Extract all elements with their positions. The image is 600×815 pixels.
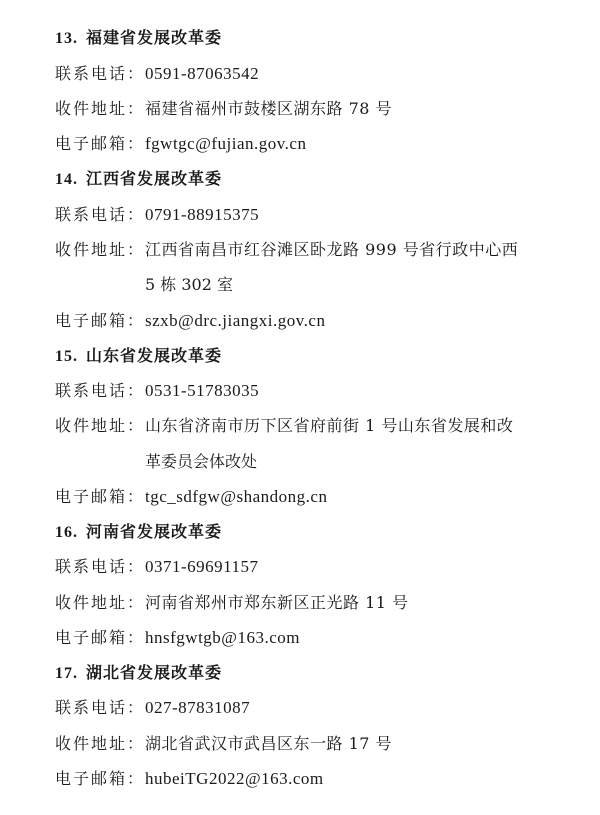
address-row (55, 99, 392, 119)
address-value: 湖北省武汉市武昌区东一路 17 号 (145, 734, 393, 753)
address-continuation: 革委员会体改处 (145, 452, 258, 471)
section-number: 17. (55, 665, 78, 682)
section-number: 15. (55, 348, 78, 365)
email-label: 电子邮箱： (55, 769, 146, 788)
phone-row (55, 557, 259, 577)
email-label: 电子邮箱： (55, 311, 146, 330)
email-value: hubeiTG2022@163.com (145, 769, 324, 788)
address-row (55, 416, 513, 436)
address-value: 福建省福州市鼓楼区湖东路 78 号 (145, 99, 393, 118)
section-heading (55, 346, 222, 367)
email-row (55, 628, 300, 648)
email-value: hnsfgwtgb@163.com (145, 628, 300, 647)
email-row (55, 311, 325, 331)
phone-value: 0531-51783035 (145, 381, 260, 400)
section-number: 16. (55, 524, 78, 541)
phone-row (55, 698, 250, 718)
email-row (55, 134, 306, 154)
phone-row (55, 205, 259, 225)
phone-label: 联系电话： (55, 205, 146, 224)
section-title: 江西省发展改革委 (86, 169, 223, 188)
section-number: 14. (55, 171, 78, 188)
email-label: 电子邮箱： (55, 628, 146, 647)
address-label: 收件地址： (55, 593, 146, 612)
section-title: 湖北省发展改革委 (86, 663, 223, 682)
section-title: 山东省发展改革委 (86, 346, 223, 365)
phone-value: 0371-69691157 (145, 557, 259, 576)
phone-label: 联系电话： (55, 64, 146, 83)
address-row (55, 734, 392, 754)
phone-label: 联系电话： (55, 381, 146, 400)
address-row (55, 593, 409, 613)
email-label: 电子邮箱： (55, 487, 146, 506)
address-label: 收件地址： (55, 99, 146, 118)
phone-value: 027-87831087 (145, 698, 251, 717)
section-number: 13. (55, 30, 78, 47)
email-row (55, 487, 327, 507)
address-continuation: 5 栋 302 室 (145, 275, 233, 294)
address-label: 收件地址： (55, 240, 146, 259)
email-value: szxb@drc.jiangxi.gov.cn (145, 311, 326, 330)
email-row (55, 769, 324, 789)
email-value: fgwtgc@fujian.gov.cn (145, 134, 307, 153)
section-heading (55, 169, 222, 190)
phone-label: 联系电话： (55, 557, 146, 576)
phone-row (55, 64, 259, 84)
address-row (55, 240, 518, 260)
address-value: 江西省南昌市红谷滩区卧龙路 999 号省行政中心西 (145, 240, 519, 259)
email-label: 电子邮箱： (55, 134, 146, 153)
phone-value: 0591-87063542 (145, 64, 260, 83)
address-value: 河南省郑州市郑东新区正光路 11 号 (145, 593, 409, 612)
section-title: 福建省发展改革委 (86, 28, 223, 47)
address-label: 收件地址： (55, 416, 146, 435)
section-heading (55, 522, 222, 543)
section-heading (55, 663, 222, 684)
address-value: 山东省济南市历下区省府前街 1 号山东省发展和改 (145, 416, 514, 435)
phone-row (55, 381, 259, 401)
address-label: 收件地址： (55, 734, 146, 753)
section-heading (55, 28, 222, 49)
email-value: tgc_sdfgw@shandong.cn (145, 487, 328, 506)
phone-label: 联系电话： (55, 698, 146, 717)
section-title: 河南省发展改革委 (86, 522, 223, 541)
phone-value: 0791-88915375 (145, 205, 260, 224)
